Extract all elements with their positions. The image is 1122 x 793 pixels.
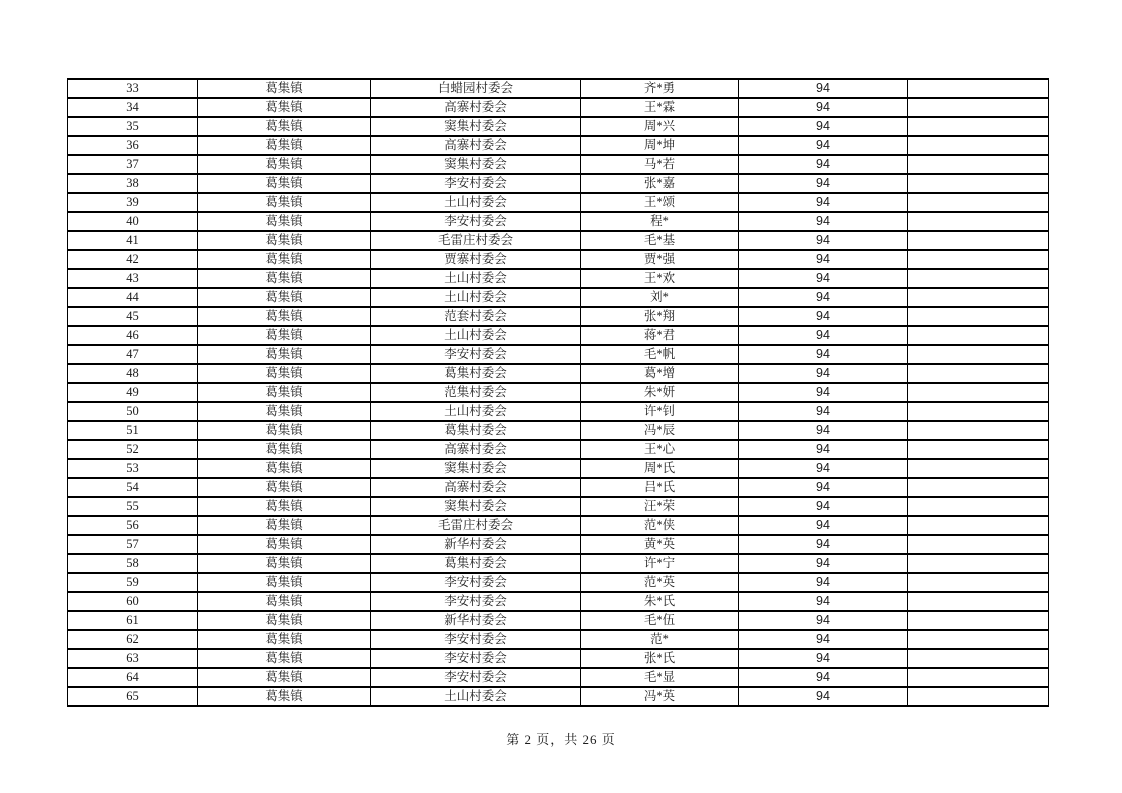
town-cell: 葛集镇 [198, 193, 371, 212]
note-cell [908, 307, 1049, 326]
person-name-cell: 周*坤 [581, 136, 739, 155]
score-cell: 94 [739, 554, 908, 573]
village-committee-cell: 葛集村委会 [371, 421, 581, 440]
person-name-cell: 冯*英 [581, 687, 739, 706]
table-row [68, 440, 1049, 459]
row-number-cell: 47 [68, 345, 198, 364]
note-cell [908, 573, 1049, 592]
person-name-cell: 张*氏 [581, 649, 739, 668]
row-number-cell: 34 [68, 98, 198, 117]
village-committee-cell: 毛雷庄村委会 [371, 516, 581, 535]
table-row [68, 307, 1049, 326]
village-committee-cell: 李安村委会 [371, 592, 581, 611]
score-cell: 94 [739, 497, 908, 516]
town-cell: 葛集镇 [198, 79, 371, 98]
table-row [68, 573, 1049, 592]
score-cell: 94 [739, 326, 908, 345]
table-row [68, 212, 1049, 231]
table-row [68, 421, 1049, 440]
village-committee-cell: 新华村委会 [371, 535, 581, 554]
town-cell: 葛集镇 [198, 668, 371, 687]
note-cell [908, 478, 1049, 497]
town-cell: 葛集镇 [198, 402, 371, 421]
table-row [68, 497, 1049, 516]
table-row [68, 478, 1049, 497]
note-cell [908, 611, 1049, 630]
village-committee-cell: 窦集村委会 [371, 497, 581, 516]
town-cell: 葛集镇 [198, 174, 371, 193]
score-cell: 94 [739, 193, 908, 212]
row-number-cell: 33 [68, 79, 198, 98]
row-number-cell: 57 [68, 535, 198, 554]
town-cell: 葛集镇 [198, 98, 371, 117]
town-cell: 葛集镇 [198, 307, 371, 326]
row-number-cell: 62 [68, 630, 198, 649]
note-cell [908, 79, 1049, 98]
row-number-cell: 59 [68, 573, 198, 592]
town-cell: 葛集镇 [198, 269, 371, 288]
note-cell [908, 231, 1049, 250]
town-cell: 葛集镇 [198, 478, 371, 497]
town-cell: 葛集镇 [198, 421, 371, 440]
village-committee-cell: 贾寨村委会 [371, 250, 581, 269]
table-row [68, 687, 1049, 706]
note-cell [908, 136, 1049, 155]
village-committee-cell: 土山村委会 [371, 269, 581, 288]
score-cell: 94 [739, 136, 908, 155]
score-cell: 94 [739, 573, 908, 592]
person-name-cell: 毛*伍 [581, 611, 739, 630]
score-cell: 94 [739, 98, 908, 117]
person-name-cell: 朱*氏 [581, 592, 739, 611]
row-number-cell: 65 [68, 687, 198, 706]
row-number-cell: 51 [68, 421, 198, 440]
table-row [68, 155, 1049, 174]
note-cell [908, 440, 1049, 459]
note-cell [908, 250, 1049, 269]
village-committee-cell: 毛雷庄村委会 [371, 231, 581, 250]
score-cell: 94 [739, 79, 908, 98]
town-cell: 葛集镇 [198, 250, 371, 269]
score-cell: 94 [739, 250, 908, 269]
table-row [68, 231, 1049, 250]
table-row [68, 611, 1049, 630]
note-cell [908, 649, 1049, 668]
village-committee-cell: 高寨村委会 [371, 136, 581, 155]
table-row [68, 98, 1049, 117]
table-row [68, 383, 1049, 402]
person-name-cell: 范* [581, 630, 739, 649]
village-committee-cell: 土山村委会 [371, 193, 581, 212]
score-cell: 94 [739, 649, 908, 668]
note-cell [908, 535, 1049, 554]
town-cell: 葛集镇 [198, 497, 371, 516]
person-name-cell: 周*氏 [581, 459, 739, 478]
note-cell [908, 459, 1049, 478]
table-row [68, 592, 1049, 611]
person-name-cell: 王*心 [581, 440, 739, 459]
score-cell: 94 [739, 459, 908, 478]
village-committee-cell: 窦集村委会 [371, 155, 581, 174]
person-name-cell: 程* [581, 212, 739, 231]
note-cell [908, 402, 1049, 421]
note-cell [908, 592, 1049, 611]
row-number-cell: 63 [68, 649, 198, 668]
score-cell: 94 [739, 611, 908, 630]
row-number-cell: 46 [68, 326, 198, 345]
score-cell: 94 [739, 630, 908, 649]
person-name-cell: 汪*荣 [581, 497, 739, 516]
table-row [68, 326, 1049, 345]
row-number-cell: 52 [68, 440, 198, 459]
person-name-cell: 黄*英 [581, 535, 739, 554]
score-cell: 94 [739, 383, 908, 402]
note-cell [908, 383, 1049, 402]
row-number-cell: 48 [68, 364, 198, 383]
row-number-cell: 41 [68, 231, 198, 250]
person-name-cell: 范*英 [581, 573, 739, 592]
person-name-cell: 蒋*君 [581, 326, 739, 345]
town-cell: 葛集镇 [198, 611, 371, 630]
results-table [67, 78, 1049, 707]
person-name-cell: 贾*强 [581, 250, 739, 269]
village-committee-cell: 李安村委会 [371, 573, 581, 592]
town-cell: 葛集镇 [198, 573, 371, 592]
town-cell: 葛集镇 [198, 136, 371, 155]
town-cell: 葛集镇 [198, 383, 371, 402]
row-number-cell: 39 [68, 193, 198, 212]
score-cell: 94 [739, 231, 908, 250]
row-number-cell: 53 [68, 459, 198, 478]
page-footer: 第 2 页，共 26 页 [506, 732, 616, 747]
table-row [68, 554, 1049, 573]
score-cell: 94 [739, 307, 908, 326]
table-row [68, 630, 1049, 649]
note-cell [908, 630, 1049, 649]
village-committee-cell: 土山村委会 [371, 402, 581, 421]
score-cell: 94 [739, 687, 908, 706]
village-committee-cell: 李安村委会 [371, 630, 581, 649]
table-row [68, 174, 1049, 193]
table-row [68, 459, 1049, 478]
row-number-cell: 40 [68, 212, 198, 231]
person-name-cell: 毛*帆 [581, 345, 739, 364]
village-committee-cell: 李安村委会 [371, 649, 581, 668]
row-number-cell: 35 [68, 117, 198, 136]
village-committee-cell: 葛集村委会 [371, 364, 581, 383]
table-row [68, 535, 1049, 554]
table-row [68, 649, 1049, 668]
town-cell: 葛集镇 [198, 459, 371, 478]
person-name-cell: 朱*妍 [581, 383, 739, 402]
table-row [68, 250, 1049, 269]
row-number-cell: 44 [68, 288, 198, 307]
note-cell [908, 212, 1049, 231]
town-cell: 葛集镇 [198, 535, 371, 554]
town-cell: 葛集镇 [198, 231, 371, 250]
village-committee-cell: 李安村委会 [371, 174, 581, 193]
person-name-cell: 刘* [581, 288, 739, 307]
score-cell: 94 [739, 402, 908, 421]
note-cell [908, 326, 1049, 345]
note-cell [908, 345, 1049, 364]
note-cell [908, 668, 1049, 687]
person-name-cell: 范*侠 [581, 516, 739, 535]
table-row [68, 364, 1049, 383]
row-number-cell: 38 [68, 174, 198, 193]
score-cell: 94 [739, 535, 908, 554]
table-row [68, 668, 1049, 687]
table-row [68, 269, 1049, 288]
row-number-cell: 54 [68, 478, 198, 497]
town-cell: 葛集镇 [198, 687, 371, 706]
score-cell: 94 [739, 117, 908, 136]
row-number-cell: 64 [68, 668, 198, 687]
score-cell: 94 [739, 174, 908, 193]
note-cell [908, 98, 1049, 117]
score-cell: 94 [739, 212, 908, 231]
village-committee-cell: 李安村委会 [371, 212, 581, 231]
village-committee-cell: 土山村委会 [371, 288, 581, 307]
note-cell [908, 554, 1049, 573]
person-name-cell: 许*钊 [581, 402, 739, 421]
town-cell: 葛集镇 [198, 155, 371, 174]
note-cell [908, 497, 1049, 516]
row-number-cell: 60 [68, 592, 198, 611]
village-committee-cell: 范集村委会 [371, 383, 581, 402]
town-cell: 葛集镇 [198, 630, 371, 649]
score-cell: 94 [739, 592, 908, 611]
note-cell [908, 193, 1049, 212]
table-row [68, 402, 1049, 421]
row-number-cell: 50 [68, 402, 198, 421]
row-number-cell: 58 [68, 554, 198, 573]
person-name-cell: 张*翔 [581, 307, 739, 326]
person-name-cell: 毛*基 [581, 231, 739, 250]
town-cell: 葛集镇 [198, 649, 371, 668]
note-cell [908, 288, 1049, 307]
table-row [68, 516, 1049, 535]
town-cell: 葛集镇 [198, 592, 371, 611]
village-committee-cell: 新华村委会 [371, 611, 581, 630]
village-committee-cell: 高寨村委会 [371, 440, 581, 459]
row-number-cell: 37 [68, 155, 198, 174]
town-cell: 葛集镇 [198, 288, 371, 307]
table-row [68, 117, 1049, 136]
person-name-cell: 周*兴 [581, 117, 739, 136]
town-cell: 葛集镇 [198, 516, 371, 535]
town-cell: 葛集镇 [198, 212, 371, 231]
note-cell [908, 155, 1049, 174]
row-number-cell: 45 [68, 307, 198, 326]
table-row [68, 136, 1049, 155]
person-name-cell: 吕*氏 [581, 478, 739, 497]
person-name-cell: 王*霖 [581, 98, 739, 117]
row-number-cell: 56 [68, 516, 198, 535]
note-cell [908, 516, 1049, 535]
row-number-cell: 42 [68, 250, 198, 269]
score-cell: 94 [739, 668, 908, 687]
town-cell: 葛集镇 [198, 117, 371, 136]
table-row [68, 288, 1049, 307]
village-committee-cell: 范套村委会 [371, 307, 581, 326]
score-cell: 94 [739, 421, 908, 440]
note-cell [908, 421, 1049, 440]
village-committee-cell: 高寨村委会 [371, 478, 581, 497]
village-committee-cell: 窦集村委会 [371, 117, 581, 136]
note-cell [908, 174, 1049, 193]
town-cell: 葛集镇 [198, 364, 371, 383]
row-number-cell: 43 [68, 269, 198, 288]
row-number-cell: 61 [68, 611, 198, 630]
table-row [68, 193, 1049, 212]
row-number-cell: 36 [68, 136, 198, 155]
person-name-cell: 张*嘉 [581, 174, 739, 193]
town-cell: 葛集镇 [198, 326, 371, 345]
person-name-cell: 葛*增 [581, 364, 739, 383]
town-cell: 葛集镇 [198, 345, 371, 364]
score-cell: 94 [739, 364, 908, 383]
village-committee-cell: 土山村委会 [371, 326, 581, 345]
note-cell [908, 364, 1049, 383]
town-cell: 葛集镇 [198, 554, 371, 573]
village-committee-cell: 土山村委会 [371, 687, 581, 706]
score-cell: 94 [739, 345, 908, 364]
table-row [68, 345, 1049, 364]
person-name-cell: 马*若 [581, 155, 739, 174]
score-cell: 94 [739, 288, 908, 307]
person-name-cell: 王*欢 [581, 269, 739, 288]
note-cell [908, 269, 1049, 288]
row-number-cell: 49 [68, 383, 198, 402]
score-cell: 94 [739, 440, 908, 459]
note-cell [908, 687, 1049, 706]
score-cell: 94 [739, 155, 908, 174]
row-number-cell: 55 [68, 497, 198, 516]
score-cell: 94 [739, 478, 908, 497]
score-cell: 94 [739, 269, 908, 288]
note-cell [908, 117, 1049, 136]
village-committee-cell: 李安村委会 [371, 345, 581, 364]
table-body [68, 79, 1049, 706]
person-name-cell: 齐*勇 [581, 79, 739, 98]
table-row [68, 79, 1049, 98]
person-name-cell: 冯*辰 [581, 421, 739, 440]
person-name-cell: 许*宁 [581, 554, 739, 573]
person-name-cell: 毛*显 [581, 668, 739, 687]
score-cell: 94 [739, 516, 908, 535]
town-cell: 葛集镇 [198, 440, 371, 459]
person-name-cell: 王*颂 [581, 193, 739, 212]
village-committee-cell: 葛集村委会 [371, 554, 581, 573]
village-committee-cell: 高寨村委会 [371, 98, 581, 117]
village-committee-cell: 窦集村委会 [371, 459, 581, 478]
village-committee-cell: 李安村委会 [371, 668, 581, 687]
village-committee-cell: 白蜡园村委会 [371, 79, 581, 98]
